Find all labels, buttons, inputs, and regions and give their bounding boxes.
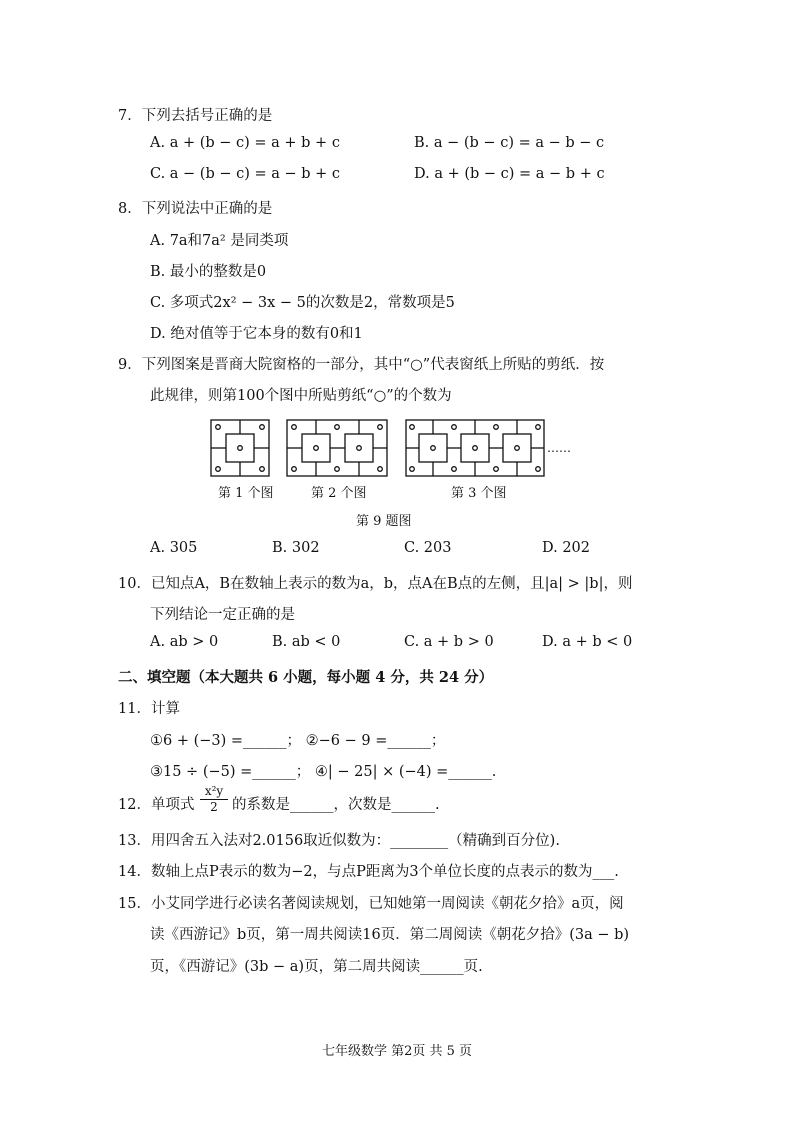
q9-option-b: B. 302 — [272, 540, 320, 556]
q15-line2: 读《西游记》b页，第一周共阅读16页．第二周阅读《朝花夕拾》(3a − b) — [150, 927, 630, 943]
section-2-title: 二、填空题（本大题共 6 小题，每小题 4 分，共 24 分） — [118, 669, 494, 686]
q15-line3: 页，《西游记》(3b − a)页，第二周共阅读______页. — [150, 959, 483, 975]
q9-stem-line1: 9．下列图案是晋商大院窗格的一部分，其中“○”代表窗纸上所贴的剪纸．按 — [118, 357, 605, 373]
q8-option-c: C. 多项式2x² − 3x − 5的次数是2，常数项是5 — [150, 295, 455, 311]
figure-3-label: 第 3 个图 — [451, 486, 507, 501]
figure-2-pattern — [287, 420, 387, 476]
q11-line2: ③15 ÷ (−5) =______； ④| − 25| × (−4) =______. — [150, 764, 497, 780]
figure-3-pattern — [406, 420, 544, 476]
figure-2-label: 第 2 个图 — [311, 486, 367, 501]
q7-option-a: A. a + (b − c) = a + b + c — [150, 135, 340, 151]
q8-stem: 8．下列说法中正确的是 — [118, 201, 273, 217]
q8-option-b: B. 最小的整数是0 — [150, 264, 267, 280]
q10-option-d: D. a + b < 0 — [542, 634, 633, 650]
q12-fraction-denominator: 2 — [210, 800, 218, 814]
q13-text: 13．用四舍五入法对2.0156取近似数为：________（精确到百分位). — [118, 833, 560, 849]
q12-suffix: 的系数是______，次数是______. — [232, 797, 440, 813]
q9-option-c: C. 203 — [404, 540, 452, 556]
q8-option-a: A. 7a和7a² 是同类项 — [150, 233, 289, 249]
q10-option-c: C. a + b > 0 — [404, 634, 494, 650]
q12-fraction-numerator: x²y — [200, 784, 228, 800]
q7-option-c: C. a − (b − c) = a − b + c — [150, 166, 341, 182]
q9-window-pattern-figure — [200, 410, 600, 520]
q7-option-b: B. a − (b − c) = a − b − c — [414, 135, 605, 151]
q11-stem: 11．计算 — [118, 701, 180, 717]
q14-text: 14．数轴上点P表示的数为−2，与点P距离为3个单位长度的点表示的数为___. — [118, 864, 619, 880]
q10-option-a: A. ab > 0 — [150, 634, 219, 650]
figure-ellipsis: …… — [547, 441, 571, 455]
q8-option-d: D. 绝对值等于它本身的数有0和1 — [150, 326, 363, 342]
figure-caption: 第 9 题图 — [356, 514, 412, 529]
figure-1-label: 第 1 个图 — [218, 486, 274, 501]
q10-stem-line2: 下列结论一定正确的是 — [150, 607, 295, 623]
q11-line1: ①6 + (−3) =______； ②−6 − 9 =______； — [150, 733, 446, 749]
q12-prefix: 12．单项式 — [118, 797, 195, 813]
q7-option-d: D. a + (b − c) = a − b + c — [414, 166, 605, 182]
q12-fraction — [200, 784, 228, 815]
figure-1-pattern — [211, 420, 269, 476]
page-footer: 七年级数学 第2页 共 5 页 — [321, 1044, 473, 1059]
q7-stem: 7．下列去括号正确的是 — [118, 108, 273, 124]
q9-option-a: A. 305 — [150, 540, 198, 556]
q10-option-b: B. ab < 0 — [272, 634, 341, 650]
q9-option-d: D. 202 — [542, 540, 591, 556]
q15-line1: 15．小艾同学进行必读名著阅读规划，已知她第一周阅读《朝花夕拾》a页，阅 — [118, 896, 624, 912]
q10-stem-line1: 10．已知点A，B在数轴上表示的数为a，b，点A在B点的左侧，且|a| > |b|，则 — [118, 576, 633, 592]
q9-stem-line2: 此规律，则第100个图中所贴剪纸“○”的个数为 — [150, 388, 452, 404]
